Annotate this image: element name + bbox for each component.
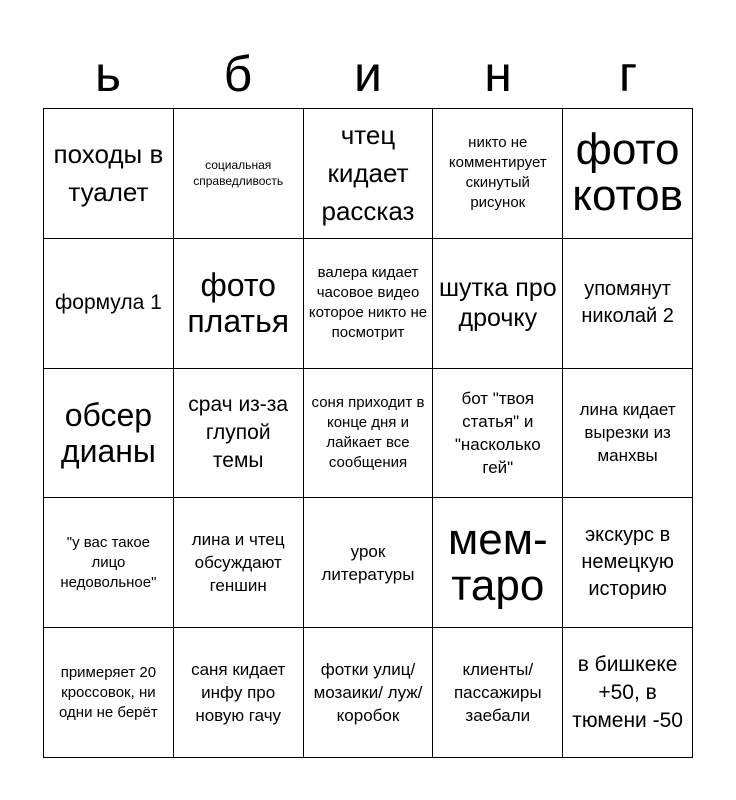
bingo-cell[interactable] — [44, 369, 174, 499]
bingo-cell[interactable] — [44, 109, 174, 239]
cell-text: фото платья — [187, 267, 290, 340]
bingo-cell[interactable] — [174, 369, 304, 499]
header-letter: б — [223, 46, 253, 102]
bingo-cell[interactable] — [563, 498, 693, 628]
bingo-cell[interactable] — [563, 239, 693, 369]
cell-text: походы в туалет — [53, 139, 164, 208]
bingo-cell[interactable] — [174, 628, 304, 758]
bingo-cell[interactable] — [174, 498, 304, 628]
bingo-cell[interactable] — [433, 109, 563, 239]
bingo-cell[interactable] — [44, 498, 174, 628]
cell-text: лина и чтец обсуждают геншин — [191, 530, 285, 596]
bingo-cell[interactable] — [563, 628, 693, 758]
cell-text: лина кидает вырезки из манхвы — [579, 400, 676, 466]
cell-text: "у вас такое лицо недовольное" — [60, 533, 157, 591]
cell-text: саня кидает инфу про новую гачу — [191, 660, 286, 726]
header-letter: и — [354, 46, 382, 102]
cell-text: соня приходит в конце дня и лайкает все сообщения — [311, 393, 425, 471]
cell-text: экскурс в немецкую историю — [581, 524, 674, 601]
cell-text: в бишкеке +50, в тюмени -50 — [572, 652, 683, 732]
bingo-cell[interactable] — [433, 239, 563, 369]
bingo-cell[interactable] — [304, 369, 434, 499]
bingo-cell[interactable] — [174, 109, 304, 239]
cell-text: чтец кидает рассказ — [321, 120, 415, 227]
bingo-cell[interactable] — [44, 239, 174, 369]
cell-text: упомянут николай 2 — [581, 278, 674, 328]
cell-text: обсер дианы — [60, 396, 156, 469]
bingo-cell[interactable] — [304, 239, 434, 369]
header-letter: г — [618, 46, 638, 102]
cell-text: урок литературы — [321, 541, 415, 584]
cell-text: шутка про дрочку — [438, 274, 557, 333]
cell-text: примеряет 20 кроссовок, ни одни не берёт — [59, 663, 158, 721]
cell-text: клиенты/ пассажиры заебали — [453, 660, 542, 726]
cell-text: формула 1 — [55, 291, 162, 315]
bingo-cell[interactable] — [304, 498, 434, 628]
bingo-cell[interactable] — [433, 498, 563, 628]
bingo-grid — [43, 108, 693, 758]
cell-text: мем-таро — [447, 514, 548, 610]
cell-text: фотки улиц/ мозаики/ луж/ коробок — [313, 660, 423, 726]
cell-text: валера кидает часовое видео которое никто не посмотрит — [308, 264, 428, 342]
bingo-cell[interactable] — [304, 628, 434, 758]
bingo-cell[interactable] — [563, 109, 693, 239]
cell-text: никто не комментирует скинутый рисунок — [448, 134, 547, 212]
header-letter: ь — [94, 46, 122, 102]
cell-text: срач из-за глупой темы — [188, 392, 289, 472]
cell-text: социальная справедливость — [193, 158, 284, 189]
bingo-cell[interactable] — [174, 239, 304, 369]
bingo-cell[interactable] — [433, 628, 563, 758]
bingo-header — [43, 40, 693, 108]
header-letter: н — [484, 46, 512, 102]
bingo-cell[interactable] — [44, 628, 174, 758]
bingo-cell[interactable] — [304, 109, 434, 239]
cell-text: бот "твоя статья" и "насколько гей" — [454, 388, 541, 477]
cell-text: фото котов — [572, 125, 683, 221]
bingo-cell[interactable] — [433, 369, 563, 499]
bingo-cell[interactable] — [563, 369, 693, 499]
